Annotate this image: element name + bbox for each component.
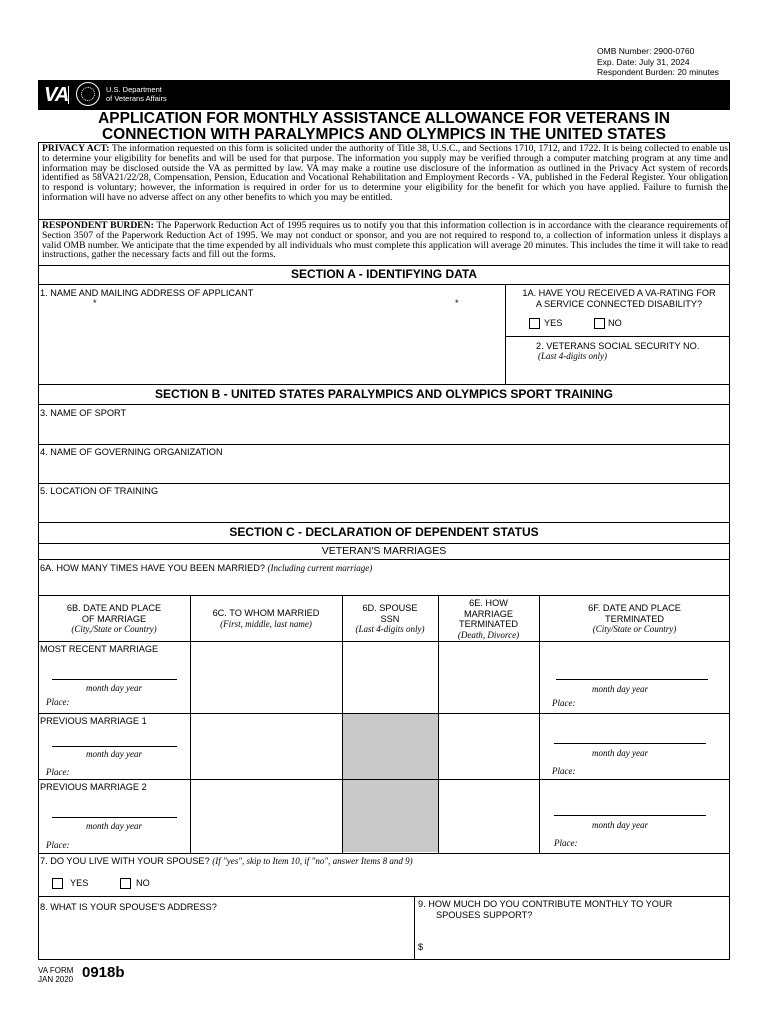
col-6e-l1: 6E. HOW xyxy=(469,598,508,608)
col-6e-header xyxy=(438,598,539,640)
rating-yes-checkbox[interactable] xyxy=(529,318,540,329)
row-most-recent-label: MOST RECENT MARRIAGE xyxy=(40,644,159,654)
col-divider xyxy=(539,595,540,853)
row-previous-2-label: PREVIOUS MARRIAGE 2 xyxy=(40,782,147,792)
date-hint: month day year xyxy=(592,684,648,694)
divider xyxy=(505,336,730,337)
col-6d-l2: SSN xyxy=(380,613,400,624)
respondent-burden-time: Respondent Burden: 20 minutes xyxy=(597,67,719,77)
privacy-act-text: The information requested on this form is solicited under the authority of Title 38, U.S.C., and Sections 1710, 1712, and 1722. It is being collected to enable us to determine your eligibility for benefits and will be used for that purpose. The information you supply may be verified through a computer matching program at any time and information may be disclosed outside the VA as permitted by law. VA may make a routine use disclosure of the information as outlined in the Privacy Act system of records identified as 58VA21/22/28, Compensation, Pension, Education and Vocational Rehabilitation and Employment Records - VA, published in the Federal Register. Your obligation to respond is voluntary; however, the information is required in order for us to determine your eligibility for the benefit for which you have applied. Failure to furnish the information will have no adverse affect on any other benefits to which you may be entitled. xyxy=(42,143,729,203)
item-1-label: 1. NAME AND MAILING ADDRESS OF APPLICANT xyxy=(40,288,254,298)
required-asterisk: * xyxy=(455,298,459,308)
section-a-heading: SECTION A - IDENTIFYING DATA xyxy=(291,267,477,281)
va-seal-inner xyxy=(81,87,95,101)
rating-no-checkbox[interactable] xyxy=(594,318,605,329)
form-number: 0918b xyxy=(82,964,125,981)
item-4-label: 4. NAME OF GOVERNING ORGANIZATION xyxy=(40,447,223,457)
col-6e-hint: (Death, Divorce) xyxy=(457,629,520,640)
divider xyxy=(38,853,730,854)
date-hint: month day year xyxy=(592,820,648,830)
divider xyxy=(38,713,730,714)
required-asterisk: * xyxy=(93,298,97,308)
col-6b-hint: (City,/State or Country) xyxy=(71,624,157,634)
monthly-contribution-field[interactable] xyxy=(428,938,726,956)
col-6b-l2: OF MARRIAGE xyxy=(81,613,147,624)
ssn-field[interactable] xyxy=(510,362,725,382)
divider xyxy=(38,595,730,596)
date-hint: month day year xyxy=(86,749,142,759)
section-b-heading: SECTION B - UNITED STATES PARALYMPICS AND OLYMPICS SPORT TRAINING xyxy=(154,387,614,401)
form-id xyxy=(38,966,73,984)
divider xyxy=(38,404,730,405)
item-7-text: 7. DO YOU LIVE WITH YOUR SPOUSE? xyxy=(40,856,210,866)
divider xyxy=(38,896,730,897)
date-line xyxy=(52,679,177,680)
dept-line-2: of Veterans Affairs xyxy=(106,93,167,103)
col-6b-header xyxy=(38,603,190,635)
form-title xyxy=(38,111,730,143)
divider xyxy=(414,896,415,959)
date-hint: month day year xyxy=(86,821,142,831)
respondent-burden-text: The Paperwork Reduction Act of 1995 requires us to notify you that this information collection is in accordance with the clearance requirements of Section 3507 of the Paperwork Reduction Act of 1995. We may not conduct or sponsor, and you are not required to respond to, a collection of information unless it displays a valid OMB number. We anticipate that the time expended by all individuals who must complete this application will average 20 minutes. This includes the time it will take to read instructions, gather the necessary facts and fill out the forms. xyxy=(42,220,728,261)
date-line xyxy=(554,815,706,816)
col-divider xyxy=(438,595,439,853)
place-label: Place: xyxy=(552,698,576,708)
date-hint: month day year xyxy=(86,683,142,693)
live-with-spouse-yes-checkbox[interactable] xyxy=(52,878,63,889)
divider xyxy=(38,559,730,560)
item-9-line-1: 9. HOW MUCH DO YOU CONTRIBUTE MONTHLY TO YOUR xyxy=(418,899,673,909)
live-with-spouse-no-label: NO xyxy=(136,878,150,888)
form-date: JAN 2020 xyxy=(38,975,74,984)
col-6f-l1: 6F. DATE AND PLACE xyxy=(588,603,681,613)
divider xyxy=(38,265,730,266)
privacy-act-label: PRIVACY ACT: xyxy=(42,143,110,154)
item-2-hint: (Last 4-digits only) xyxy=(538,351,607,361)
divider xyxy=(38,779,730,780)
item-6a-text: 6A. HOW MANY TIMES HAVE YOU BEEN MARRIED? xyxy=(40,563,265,573)
item-8-label: 8. WHAT IS YOUR SPOUSE'S ADDRESS? xyxy=(40,902,217,912)
col-6e-l3: TERMINATED xyxy=(458,619,519,629)
form-label: VA FORM xyxy=(38,966,74,975)
item-7-hint: (If "yes", skip to Item 10, if "no", answer Items 8 and 9) xyxy=(212,856,413,866)
col-6f-l2: TERMINATED xyxy=(604,613,665,624)
ssn-shaded-cell xyxy=(343,714,438,852)
divider xyxy=(38,522,730,523)
respondent-burden xyxy=(42,221,728,260)
col-6d-header xyxy=(342,603,438,635)
divider xyxy=(38,444,730,445)
divider xyxy=(38,384,730,385)
item-1a-line-1: 1A. HAVE YOU RECEIVED A VA-RATING FOR xyxy=(522,288,716,298)
item-1a-line-2: A SERVICE CONNECTED DISABILITY? xyxy=(535,298,703,309)
va-logo: VA xyxy=(44,84,69,106)
item-5-label: 5. LOCATION OF TRAINING xyxy=(40,486,159,496)
exp-date: Exp. Date: July 31, 2024 xyxy=(597,56,690,67)
place-label: Place: xyxy=(552,766,576,776)
date-line xyxy=(52,746,177,747)
item-9-label xyxy=(418,899,672,920)
divider xyxy=(38,284,730,285)
dept-line-1: U.S. Department xyxy=(106,85,162,94)
divider xyxy=(38,543,730,544)
logo-divider xyxy=(68,86,69,104)
governing-organization-field[interactable] xyxy=(40,460,728,482)
col-divider xyxy=(190,595,191,853)
item-3-label: 3. NAME OF SPORT xyxy=(40,408,127,418)
row-previous-1-label: PREVIOUS MARRIAGE 1 xyxy=(40,716,147,726)
date-line xyxy=(556,679,708,680)
item-2-label: 2. VETERANS SOCIAL SECURITY NO. xyxy=(536,341,700,351)
privacy-act xyxy=(42,144,728,203)
section-c-heading: SECTION C - DECLARATION OF DEPENDENT STATUS xyxy=(229,525,539,539)
training-location-field[interactable] xyxy=(40,499,728,521)
times-married-field[interactable] xyxy=(40,575,728,593)
date-line xyxy=(554,743,706,744)
rating-no-label: NO xyxy=(608,318,622,328)
spouse-address-field[interactable] xyxy=(40,915,410,957)
date-hint: month day year xyxy=(592,748,648,758)
item-6a-hint: (Including current marriage) xyxy=(267,563,373,573)
item-9-line-2: SPOUSES SUPPORT? xyxy=(436,909,533,920)
col-6c-l1: 6C. TO WHOM MARRIED xyxy=(212,608,320,618)
live-with-spouse-yes-label: YES xyxy=(70,878,89,888)
department-name xyxy=(106,86,167,103)
divider xyxy=(38,483,730,484)
col-6c-header xyxy=(190,608,342,629)
live-with-spouse-no-checkbox[interactable] xyxy=(120,878,131,889)
form-title-line-1: APPLICATION FOR MONTHLY ASSISTANCE ALLOWANCE FOR VETERANS IN xyxy=(98,110,670,127)
item-1a-label xyxy=(508,288,730,309)
item-6a-label xyxy=(40,563,372,574)
place-label: Place: xyxy=(554,838,578,848)
col-6d-hint: (Last 4-digits only) xyxy=(355,624,425,634)
form-title-line-2: CONNECTION WITH PARALYMPICS AND OLYMPICS IN THE UNITED STATES xyxy=(101,126,667,143)
divider xyxy=(38,641,730,642)
omb-block xyxy=(597,46,719,78)
divider xyxy=(505,284,506,384)
marriages-subheading: VETERAN'S MARRIAGES xyxy=(321,545,447,557)
col-6c-hint: (First, middle, last name) xyxy=(220,618,312,629)
col-6f-hint: (City/State or Country) xyxy=(592,624,677,634)
omb-number: OMB Number: 2900-0760 xyxy=(597,46,695,56)
date-line xyxy=(52,817,177,818)
applicant-address-field[interactable] xyxy=(40,300,502,382)
dollar-sign: $ xyxy=(418,942,424,952)
item-7-label xyxy=(40,856,413,867)
place-label: Place: xyxy=(46,767,70,777)
place-label: Place: xyxy=(46,697,70,707)
col-6f-header xyxy=(539,603,730,635)
place-label: Place: xyxy=(46,840,70,850)
col-6d-l1: 6D. SPOUSE xyxy=(362,603,418,613)
col-6b-l1: 6B. DATE AND PLACE xyxy=(66,603,162,613)
respondent-burden-label: RESPONDENT BURDEN: xyxy=(42,220,154,231)
rating-yes-label: YES xyxy=(544,318,563,328)
col-6e-l2: MARRIAGE xyxy=(463,608,513,619)
